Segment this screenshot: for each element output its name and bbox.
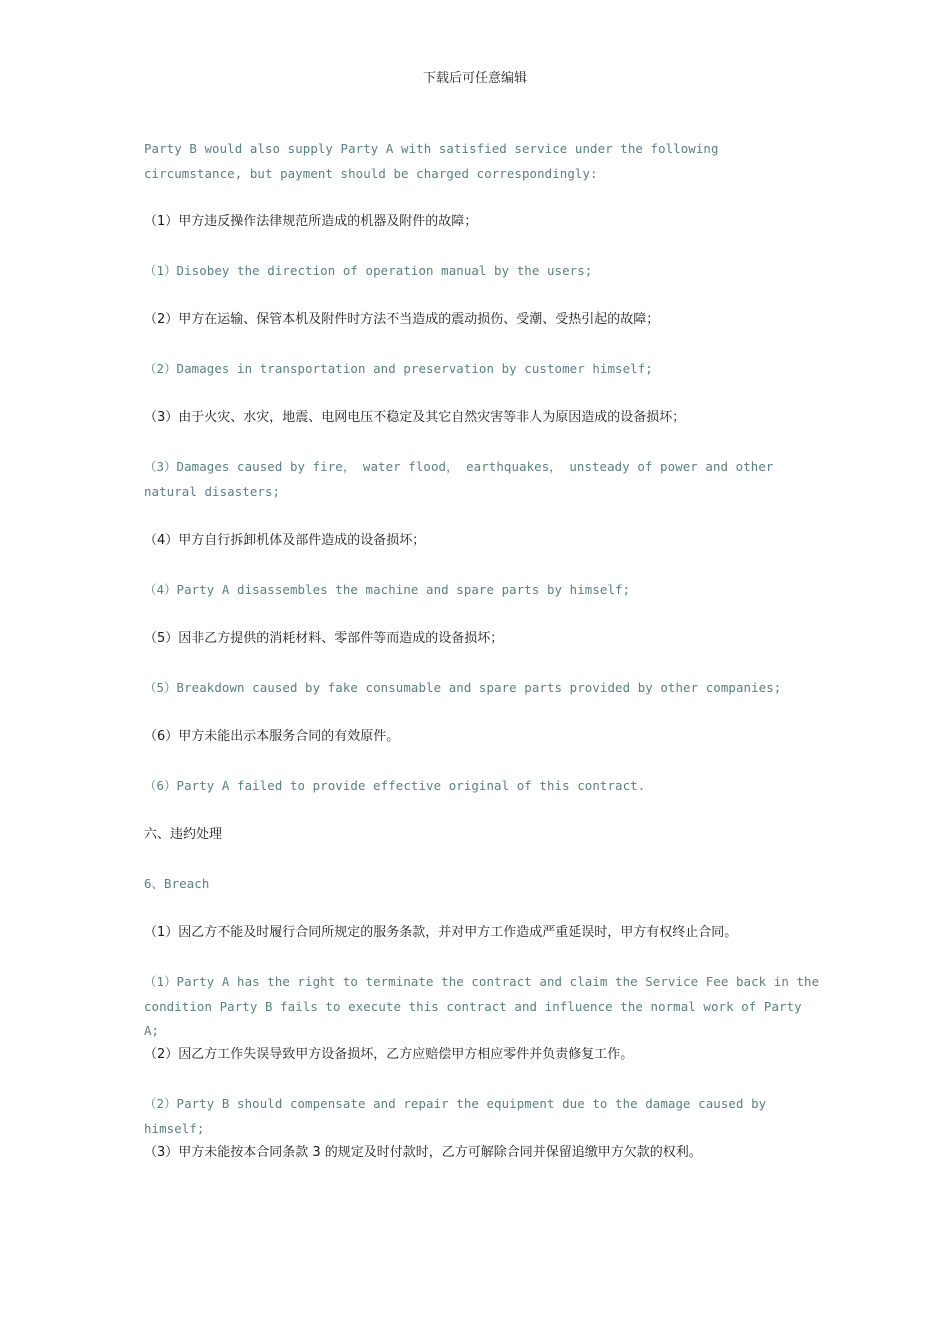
breach-2-en: （2）Party B should compensate and repair the equipment due to the damage caused by himself; xyxy=(144,1096,767,1136)
clause-2-zh: （2）甲方在运输、保管本机及附件时方法不当造成的震动损伤、受潮、受热引起的故障； xyxy=(144,312,660,327)
clause-6-en: （6）Party A failed to provide effective original of this contract. xyxy=(144,778,646,793)
clause-1-en: （1）Disobey the direction of operation manual by the users; xyxy=(144,263,593,278)
clause-3-zh: （3）由于火灾、水灾，地震、电网电压不稳定及其它自然灾害等非人为原因造成的设备损坏； xyxy=(144,410,686,425)
clause-2-en: （2）Damages in transportation and preservation by customer himself; xyxy=(144,361,653,376)
clause-5-en: （5）Breakdown caused by fake consumable and spare parts provided by other companies; xyxy=(144,680,782,695)
section-heading-zh: 六、违约处理 xyxy=(144,827,223,842)
clause-6-zh: （6）甲方未能出示本服务合同的有效原件。 xyxy=(144,729,400,744)
clause-3-en: （3）Damages caused by fire， water flood， earthquakes， unsteady of power and other natural disasters; xyxy=(144,459,774,499)
clause-5-zh: （5）因非乙方提供的消耗材料、零部件等而造成的设备损坏； xyxy=(144,631,504,646)
page-header: 下载后可任意编辑 xyxy=(422,71,527,86)
breach-3-zh: （3）甲方未能按本合同条款 3 的规定及时付款时，乙方可解除合同并保留追缴甲方欠款的权利。 xyxy=(144,1145,702,1160)
clause-4-zh: （4）甲方自行拆卸机体及部件造成的设备损坏； xyxy=(144,533,426,548)
breach-1-en: （1）Party A has the right to terminate the contract and claim the Service Fee back in the condition Party B fails to execute this contract and influence the normal work of Party A; xyxy=(144,974,820,1038)
clause-1-zh: （1）甲方违反操作法律规范所造成的机器及附件的故障； xyxy=(144,214,478,229)
section-heading-en: 6、Breach xyxy=(144,876,210,891)
breach-2-zh: （2）因乙方工作失误导致甲方设备损坏，乙方应赔偿甲方相应零件并负责修复工作。 xyxy=(144,1047,634,1062)
clause-4-en: （4）Party A disassembles the machine and spare parts by himself; xyxy=(144,582,631,597)
paragraph-intro-en: Party B would also supply Party A with satisfied service under the following circumstance, but payment should be charged correspondingly: xyxy=(144,141,719,181)
breach-1-zh: （1）因乙方不能及时履行合同所规定的服务条款，并对甲方工作造成严重延误时，甲方有权终止合同。 xyxy=(144,925,738,940)
